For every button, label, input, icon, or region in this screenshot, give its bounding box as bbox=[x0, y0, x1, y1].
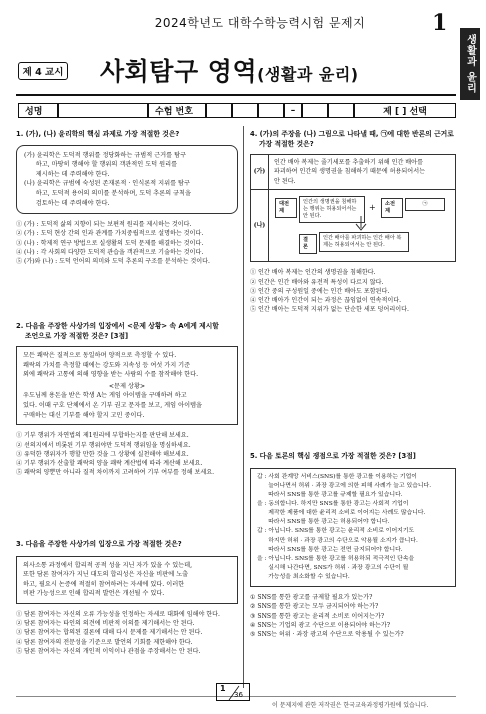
subject-main: 사회탐구 영역 bbox=[100, 57, 258, 86]
exam-number-label: 수험 번호 bbox=[148, 103, 206, 118]
page-counter-current: 1 bbox=[220, 684, 226, 693]
passage-line: 인간 배아 복제는 줄기세포를 추출하기 위해 인간 배아를 bbox=[274, 159, 423, 167]
passage-line: 하고, 필요시 논증에 적절히 참여하려는 자세에 있다. 이러한 bbox=[23, 580, 185, 588]
conclusion-label: 결론 bbox=[299, 234, 317, 254]
passage-line: 안 된다. bbox=[274, 177, 296, 185]
syllogism-diagram bbox=[269, 190, 455, 261]
choice-2[interactable]: ② 담론 참여자는 타인의 의견에 비판적 이의를 제기해서는 안 된다. bbox=[16, 620, 195, 628]
question-3-passage bbox=[16, 556, 238, 604]
question-4 bbox=[250, 130, 456, 315]
passage-line: 파괴하여 인간의 생명권을 침해하기 때문에 허용되어서는 bbox=[274, 168, 425, 176]
header-rule bbox=[16, 94, 456, 96]
passage-line: 외에 쾌락과 고통에 의해 영향을 받는 사람의 수를 참작해야 한다. bbox=[23, 371, 199, 379]
situation-line: 구매하는 대신 기부를 해야 할지 고민 중이다. bbox=[23, 411, 145, 419]
copyright-note: 이 문제지에 관한 저작권은 한국교육과정평가원에 있습니다. bbox=[272, 702, 429, 709]
selection-label[interactable]: 제 [ ] 선택 bbox=[354, 103, 456, 118]
question-4-stem-cont: 가장 적절한 것은? bbox=[259, 139, 314, 148]
choice-2[interactable]: ② 인간은 인간 배아와 유전적 특성이 다르지 않다. bbox=[250, 278, 384, 286]
passage-line: (가) 윤리학은 도덕적 행위를 정당화하는 규범적 근거를 탐구 bbox=[24, 151, 187, 159]
dialogue-line: 을 : 동의합니다. 하지만 SNS를 통한 광고는 사회적 기업이 bbox=[257, 500, 409, 507]
choice-4[interactable]: ④ 담론 참여자의 전문성을 기준으로 발언의 기회를 제한해야 한다. bbox=[16, 638, 193, 646]
exam-title: 2024학년도 대학수학능력시험 문제지 bbox=[154, 16, 366, 30]
question-2 bbox=[16, 322, 238, 478]
passage-line: 검토하는 데 주력해야 한다. bbox=[24, 199, 110, 207]
choice-4[interactable]: ④ 인간 배아가 인간이 되는 과정은 끊임없이 연속적이다. bbox=[250, 297, 402, 305]
choice-3[interactable]: ③ 유덕한 행위자가 행할 만한 것을 그 상황에 실천해야 해보세요. bbox=[16, 450, 189, 458]
question-1-choices bbox=[16, 220, 238, 266]
minor-premise-label: 소전제 bbox=[381, 198, 403, 218]
dialogue-line: 갑 : 아닙니다. SNS를 통한 광고는 윤리적 소비로 이어지기도 bbox=[257, 528, 415, 535]
label-na: (나) bbox=[251, 190, 269, 261]
choice-1[interactable]: ① 담론 참여자는 자신의 오류 가능성을 인정하는 자세로 대화에 임해야 한다. bbox=[16, 610, 220, 618]
page-counter bbox=[216, 683, 250, 701]
plus-sign-icon: + bbox=[369, 203, 376, 213]
choice-5[interactable]: ⑤ 인간 배아는 도덕적 지위가 없는 단순한 세포 덩어리이다. bbox=[250, 306, 409, 314]
passage-line: 비판 가능성으로 인해 합리적 발언은 개선될 수 있다. bbox=[23, 590, 165, 598]
question-4-passage-ga bbox=[250, 154, 456, 190]
question-1 bbox=[16, 130, 238, 266]
question-3 bbox=[16, 540, 238, 656]
exam-number-box[interactable] bbox=[302, 103, 328, 118]
dialogue-line: 을 : 아닙니다. SNS를 통한 광고를 허용하되 적극적인 단속을 bbox=[257, 555, 415, 562]
exam-number-box[interactable] bbox=[258, 103, 284, 118]
choice-4[interactable]: ④ (나) : 각 사회의 다양한 도덕적 관습을 객관적으로 기술하는 것이다. bbox=[16, 248, 204, 256]
dialogue-line: 따라서 SNS를 통한 광고는 허용되어야 합니다. bbox=[257, 519, 390, 526]
choice-5[interactable]: ⑤ 담론 참여자는 자신의 개인적 이익이나 관점을 주장해서는 안 된다. bbox=[16, 647, 201, 655]
choice-2[interactable]: ② 선의지에서 비롯된 기부 행위야만 도덕적 행위임을 명심하세요. bbox=[16, 441, 191, 449]
question-4-stem: 4. (가)의 주장을 (나) 그림으로 나타낼 때, ㉠에 대한 반론의 근거로 bbox=[250, 130, 454, 138]
name-field[interactable] bbox=[58, 103, 148, 118]
page-number: 1 bbox=[432, 10, 448, 36]
question-3-stem: 3. 다음을 주장한 사상가의 입장으로 가장 적절한 것은? bbox=[16, 540, 182, 548]
dialogue-line: 실시해 나간다면, SNS가 허위 · 과장 광고의 수단이 될 bbox=[257, 564, 409, 571]
choice-1[interactable]: ① 기부 행위가 자연법의 제1원리에 부합하는지를 판단해 보세요. bbox=[16, 432, 189, 440]
choice-5[interactable]: ⑤ SNS는 허위 · 과장 광고의 수단으로 악용될 수 있는가? bbox=[250, 631, 404, 639]
question-4-choices bbox=[250, 268, 456, 314]
minor-premise-blank: ㉠ bbox=[405, 198, 445, 211]
dialogue-line: 가능성을 최소화할 수 있습니다. bbox=[257, 574, 350, 581]
dialogue-line: 따라서 SNS를 통한 광고는 전면 금지되어야 합니다. bbox=[257, 546, 403, 553]
question-5 bbox=[250, 452, 456, 639]
major-premise-label: 대전제 bbox=[275, 198, 297, 218]
question-2-choices bbox=[16, 431, 238, 477]
choice-4[interactable]: ④ 기부 행위가 산출할 쾌락의 양을 쾌락 계산법에 따라 계산해 보세요. bbox=[16, 460, 203, 468]
question-2-stem-cont: 조언으로 가장 적절한 것은? [3점] bbox=[25, 331, 129, 340]
passage-line: 쾌락의 가치를 측정할 때에는 강도와 지속성 등 여섯 가지 기준 bbox=[23, 361, 191, 369]
passage-ga-text bbox=[269, 155, 430, 189]
question-5-dialogue bbox=[250, 468, 456, 588]
situation-title: <문제 상황> bbox=[108, 382, 146, 390]
choice-5[interactable]: ⑤ 쾌락의 양뿐만 아니라 질적 차이까지 고려하여 기부 여부를 정해 보세요. bbox=[16, 469, 215, 477]
passage-line: 모든 쾌락은 질적으로 동일하며 양적으로 측정할 수 있다. bbox=[23, 352, 177, 360]
passage-line: 의사소통 과정에서 합리적 공적 성을 지닌 자가 있을 수 있는데, bbox=[23, 561, 193, 569]
subject-sub: (생활과 윤리) bbox=[257, 65, 359, 84]
exam-number-box[interactable] bbox=[328, 103, 354, 118]
choice-3[interactable]: ③ 담론 참여자는 합의된 결론에 대해 다시 문제를 제기해서는 안 된다. bbox=[16, 629, 203, 637]
dialogue-line: 제작한 제품에 대한 윤리적 소비로 이어지는 사례도 많습니다. bbox=[257, 510, 426, 517]
question-5-choices bbox=[250, 593, 456, 639]
passage-line: 제시하는 데 주력해야 한다. bbox=[24, 170, 110, 178]
subject-side-tab: 생활과 윤리 bbox=[460, 28, 480, 100]
down-arrow-icon bbox=[349, 216, 373, 232]
choice-3[interactable]: ③ 인간 중의 구성원일 중에는 인간 배아도 포함된다. bbox=[250, 287, 390, 295]
choice-3[interactable]: ③ SNS를 통한 광고는 윤리적 소비로 이어지는가? bbox=[250, 612, 385, 620]
exam-number-box[interactable] bbox=[232, 103, 258, 118]
choice-2[interactable]: ② SNS를 통한 광고는 모두 금지되어야 하는가? bbox=[250, 603, 379, 611]
period-badge: 제 4 교시 bbox=[18, 62, 68, 80]
dialogue-line: 늘어나면서 허위 · 과장 광고에 의한 피해 사례가 늘고 있습니다. bbox=[257, 482, 432, 489]
major-premise-text: 인간의 생명권을 침해하는 행위는 허용되어서는 안 된다. bbox=[299, 196, 365, 222]
choice-3[interactable]: ③ (나) : 학제적 연구 방법으로 실생활의 도덕 문제를 해결하는 것이다. bbox=[16, 239, 204, 247]
question-1-passage bbox=[16, 145, 238, 215]
dialogue-line: 갑 : 사회 관계망 서비스(SNS)를 통한 광고를 이용하는 기업이 bbox=[257, 473, 417, 480]
question-1-stem: 1. (가), (나) 윤리학의 핵심 과제로 가장 적절한 것은? bbox=[16, 130, 180, 138]
exam-number-dash: – bbox=[284, 103, 302, 118]
question-4-diagram-na bbox=[250, 190, 456, 262]
situation-line: 있다. 이때 구호 단체에서 온 기부 권고 문자를 보고, 게임 아이템을 bbox=[23, 402, 203, 410]
page-counter-total: 36 bbox=[234, 691, 243, 699]
choice-1[interactable]: ① 인간 배아 복제는 인간의 생명권을 침해한다. bbox=[250, 269, 376, 277]
column-divider bbox=[243, 126, 244, 688]
question-3-choices bbox=[16, 610, 238, 656]
passage-line: 또한 담론 참여자가 지닌 대도의 합리성은 자신을 비판에 노출 bbox=[23, 571, 189, 579]
question-2-stem: 2. 다음을 주장한 사상가의 입장에서 <문제 상황> 속 A에게 제시할 bbox=[16, 322, 219, 330]
passage-line: 하고, 도덕적 용어의 의미를 분석하며, 도덕 추론의 규칙을 bbox=[24, 189, 191, 197]
question-2-passage bbox=[16, 346, 238, 425]
dialogue-line: 따라서 SNS를 통한 광고를 규제할 필요가 있습니다. bbox=[257, 491, 403, 498]
dialogue-line: 하지만 허위 · 과장 광고의 수단으로 악용될 소지가 큽니다. bbox=[257, 537, 418, 544]
choice-4[interactable]: ④ SNS는 기업의 광고 수단으로 이용되어야 하는가? bbox=[250, 621, 390, 629]
passage-line: (나) 윤리학은 규범에 숙성된 존재론적 · 인식론적 지위를 탐구 bbox=[24, 180, 190, 188]
question-5-stem: 5. 다음 토론의 핵심 쟁점으로 가장 적절한 것은? [3점] bbox=[250, 452, 416, 460]
passage-line: 하고, 마땅히 행해야 할 행위의 객관적인 도덕 원리를 bbox=[24, 161, 178, 169]
choice-5[interactable]: ⑤ (가)와 (나) : 도덕 언어의 의미와 도덕 추론의 구조를 분석하는 것이다. bbox=[16, 258, 210, 266]
choice-1[interactable]: ① (가) : 도덕적 삶의 지향이 되는 보편적 원리를 제시하는 것이다. bbox=[16, 221, 192, 229]
label-ga: (가) bbox=[251, 155, 269, 189]
candidate-info-row bbox=[18, 103, 456, 118]
name-label: 성명 bbox=[18, 103, 58, 118]
choice-1[interactable]: ① SNS를 통한 광고를 규제할 필요가 있는가? bbox=[250, 594, 373, 602]
exam-number-box[interactable] bbox=[206, 103, 232, 118]
choice-2[interactable]: ② (가) : 도덕 현상 간의 인과 관계를 가치중립적으로 설명하는 것이다. bbox=[16, 230, 204, 238]
conclusion-text: 인간 배아를 파괴하는 인간 배아 복제는 허용되어서는 안 된다. bbox=[319, 232, 409, 252]
subject-title bbox=[100, 52, 359, 88]
situation-line: 우도님께 용돈을 받은 학생 A는 게임 아이템을 구매하려 하고 bbox=[23, 392, 187, 400]
